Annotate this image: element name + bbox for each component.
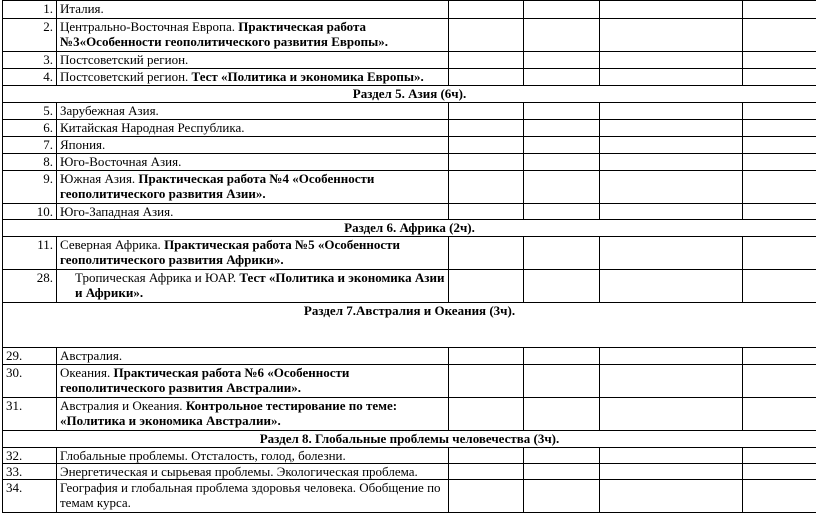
empty-cell	[524, 480, 600, 513]
table-row	[3, 171, 816, 204]
empty-cell	[449, 52, 524, 69]
empty-cell	[524, 204, 600, 220]
empty-cell	[743, 480, 816, 513]
empty-cell	[600, 365, 743, 398]
empty-cell	[524, 137, 600, 154]
empty-cell	[449, 69, 524, 86]
empty-cell	[600, 171, 743, 204]
empty-cell	[524, 270, 600, 303]
table-row	[3, 69, 816, 86]
empty-cell	[743, 464, 816, 480]
lesson-number: 8.	[3, 154, 57, 171]
empty-cell	[743, 348, 816, 365]
table-row	[3, 270, 816, 303]
empty-cell	[449, 348, 524, 365]
lesson-number: 34.	[3, 480, 57, 513]
lesson-topic: Италия.	[57, 1, 449, 19]
table-row	[3, 480, 816, 513]
empty-cell	[524, 120, 600, 137]
empty-cell	[449, 154, 524, 171]
empty-cell	[743, 120, 816, 137]
empty-cell	[743, 52, 816, 69]
empty-cell	[743, 171, 816, 204]
empty-cell	[524, 19, 600, 52]
empty-cell	[743, 103, 816, 120]
empty-cell	[524, 365, 600, 398]
empty-cell	[600, 348, 743, 365]
empty-cell	[600, 480, 743, 513]
empty-cell	[600, 69, 743, 86]
empty-cell	[524, 171, 600, 204]
empty-cell	[449, 270, 524, 303]
lesson-number: 9.	[3, 171, 57, 204]
empty-cell	[449, 237, 524, 270]
empty-cell	[449, 365, 524, 398]
table-row	[3, 398, 816, 431]
empty-cell	[600, 204, 743, 220]
empty-cell	[524, 237, 600, 270]
lesson-topic: Австралия и Океания. Контрольное тестирование по теме: «Политика и экономика Австралии».	[57, 398, 449, 431]
lesson-plan-table	[2, 0, 816, 513]
empty-cell	[600, 52, 743, 69]
table-row	[3, 120, 816, 137]
lesson-number: 32.	[3, 448, 57, 464]
empty-cell	[524, 464, 600, 480]
empty-cell	[743, 237, 816, 270]
table-row	[3, 365, 816, 398]
lesson-topic: Зарубежная Азия.	[57, 103, 449, 120]
lesson-topic: Южная Азия. Практическая работа №4 «Особенности геополитического развития Азии».	[57, 171, 449, 204]
table-row	[3, 448, 816, 464]
lesson-number: 4.	[3, 69, 57, 86]
section-row	[3, 303, 816, 348]
lesson-number: 2.	[3, 19, 57, 52]
lesson-topic: Постсоветский регион.	[57, 52, 449, 69]
empty-cell	[449, 448, 524, 464]
lesson-number: 3.	[3, 52, 57, 69]
lesson-number: 29.	[3, 348, 57, 365]
empty-cell	[743, 448, 816, 464]
empty-cell	[600, 137, 743, 154]
lesson-topic: Юго-Восточная Азия.	[57, 154, 449, 171]
lesson-number: 33.	[3, 464, 57, 480]
empty-cell	[743, 365, 816, 398]
section-heading: Раздел 7.Австралия и Океания (3ч).	[3, 303, 816, 348]
empty-cell	[600, 398, 743, 431]
empty-cell	[449, 120, 524, 137]
empty-cell	[524, 69, 600, 86]
lesson-topic: Энергетическая и сырьевая проблемы. Экологическая проблема.	[57, 464, 449, 480]
table-row	[3, 19, 816, 52]
lesson-number: 30.	[3, 365, 57, 398]
empty-cell	[600, 19, 743, 52]
empty-cell	[449, 1, 524, 19]
empty-cell	[743, 154, 816, 171]
empty-cell	[743, 137, 816, 154]
empty-cell	[600, 448, 743, 464]
lesson-topic: Китайская Народная Республика.	[57, 120, 449, 137]
lesson-topic: Глобальные проблемы. Отсталость, голод, болезни.	[57, 448, 449, 464]
table-row	[3, 52, 816, 69]
lesson-topic: География и глобальная проблема здоровья человека. Обобщение по темам курса.	[57, 480, 449, 513]
empty-cell	[524, 348, 600, 365]
section-row	[3, 220, 816, 237]
empty-cell	[449, 480, 524, 513]
empty-cell	[600, 120, 743, 137]
lesson-number: 10.	[3, 204, 57, 220]
lesson-number: 28.	[3, 270, 57, 303]
lesson-topic: Центрально-Восточная Европа. Практическая работа №3«Особенности геополитического развития Европы».	[57, 19, 449, 52]
empty-cell	[449, 204, 524, 220]
lesson-number: 1.	[3, 1, 57, 19]
empty-cell	[524, 1, 600, 19]
empty-cell	[449, 103, 524, 120]
empty-cell	[743, 19, 816, 52]
table-row	[3, 204, 816, 220]
lesson-topic: Северная Африка. Практическая работа №5 «Особенности геополитического развития Африки».	[57, 237, 449, 270]
empty-cell	[600, 237, 743, 270]
lesson-topic: Юго-Западная Азия.	[57, 204, 449, 220]
empty-cell	[743, 398, 816, 431]
section-heading: Раздел 5. Азия (6ч).	[3, 86, 816, 103]
empty-cell	[524, 103, 600, 120]
lesson-number: 7.	[3, 137, 57, 154]
empty-cell	[743, 69, 816, 86]
empty-cell	[524, 52, 600, 69]
table-row	[3, 464, 816, 480]
empty-cell	[600, 464, 743, 480]
lesson-number: 31.	[3, 398, 57, 431]
empty-cell	[449, 171, 524, 204]
lesson-topic: Тропическая Африка и ЮАР. Тест «Политика и экономика Азии и Африки».	[57, 270, 449, 303]
section-row	[3, 86, 816, 103]
lesson-number: 6.	[3, 120, 57, 137]
empty-cell	[449, 464, 524, 480]
lesson-number: 11.	[3, 237, 57, 270]
table-row	[3, 1, 816, 19]
empty-cell	[743, 204, 816, 220]
section-row	[3, 431, 816, 448]
lesson-topic: Япония.	[57, 137, 449, 154]
empty-cell	[524, 154, 600, 171]
empty-cell	[449, 19, 524, 52]
lesson-topic: Океания. Практическая работа №6 «Особенности геополитического развития Австралии».	[57, 365, 449, 398]
section-heading: Раздел 8. Глобальные проблемы человечества (3ч).	[3, 431, 816, 448]
empty-cell	[524, 398, 600, 431]
empty-cell	[743, 1, 816, 19]
empty-cell	[600, 1, 743, 19]
empty-cell	[449, 137, 524, 154]
empty-cell	[600, 154, 743, 171]
empty-cell	[600, 103, 743, 120]
empty-cell	[449, 398, 524, 431]
table-row	[3, 154, 816, 171]
empty-cell	[600, 270, 743, 303]
section-heading: Раздел 6. Африка (2ч).	[3, 220, 816, 237]
lesson-topic: Австралия.	[57, 348, 449, 365]
lesson-number: 5.	[3, 103, 57, 120]
empty-cell	[743, 270, 816, 303]
table-row	[3, 103, 816, 120]
table-row	[3, 237, 816, 270]
table-row	[3, 137, 816, 154]
table-row	[3, 348, 816, 365]
lesson-topic: Постсоветский регион. Тест «Политика и экономика Европы».	[57, 69, 449, 86]
empty-cell	[524, 448, 600, 464]
